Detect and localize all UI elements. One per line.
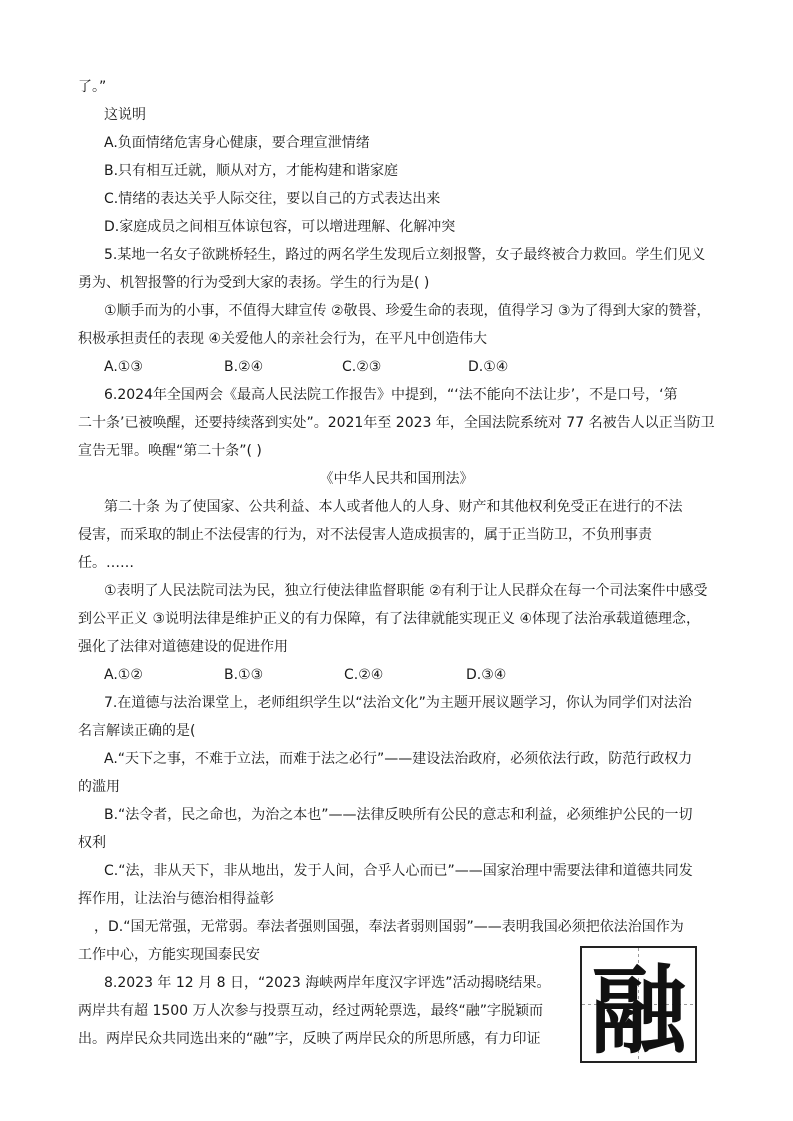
option-c: 挥作用，让法治与德治相得益彰	[78, 891, 274, 907]
choice-c: C.②③	[342, 359, 382, 375]
seal-character: 融	[590, 955, 687, 1061]
question-8-stem: 两岸共有超 1500 万人次参与投票互动，经过两轮票选，最终“融”字脱颖而	[78, 1003, 544, 1019]
question-8-stem: 出。两岸民众共同选出来的“融”字，反映了两岸民众的所思所感，有力印证	[78, 1031, 541, 1047]
question-6-stem: 二十条’已被唤醒，还要持续落到实处”。2021年至 2023 年，全国法院系统对 77 名被告人以正当防卫	[78, 415, 715, 431]
text-line: 了。”	[78, 79, 107, 95]
question-5-statements: 积极承担责任的表现 ④关爱他人的亲社会行为，在平凡中创造伟大	[78, 331, 487, 347]
question-5-options	[104, 358, 548, 376]
question-6-stem: 6.2024年全国两会《最高人民法院工作报告》中提到，“‘法不能向不法让步’，不是口号，‘第	[104, 387, 678, 403]
law-text: 第二十条 为了使国家、公共利益、本人或者他人的人身、财产和其他权利免受正在进行的不法	[104, 499, 683, 515]
choice-d: D.③④	[466, 667, 507, 683]
choice-b: B.②④	[224, 359, 264, 375]
calligraphy-grid-icon	[582, 948, 695, 1061]
choice-c: C.②④	[344, 667, 384, 683]
question-7-stem: 7.在道德与法治课堂上，老师组织学生以“法治文化”为主题开展议题学习，你认为同学们对法治	[104, 695, 692, 711]
law-text: 任。……	[78, 555, 134, 571]
question-6-statements: 强化了法律对道德建设的促进作用	[78, 639, 288, 655]
text-line: 这说明	[104, 107, 146, 123]
question-7-stem: 名言解读正确的是(	[78, 723, 196, 739]
question-6-stem: 宣告无罪。唤醒“第二十条”( )	[78, 443, 262, 459]
option-b: 权利	[78, 835, 106, 851]
option-a: 的滥用	[78, 779, 120, 795]
question-6-statements: 到公平正义 ③说明法律是维护正义的有力保障，有了法律就能实现正义 ④体现了法治承载道德理念，	[78, 611, 700, 627]
law-text: 侵害，而采取的制止不法侵害的行为，对不法侵害人造成损害的，属于正当防卫，不负刑事责	[78, 527, 652, 543]
option-a: A.负面情绪危害身心健康，要合理宣泄情绪	[104, 135, 370, 151]
choice-a: A.①③	[104, 359, 143, 375]
choice-b: B.①③	[224, 667, 264, 683]
choice-d: D.①④	[468, 359, 509, 375]
option-c: C.“法，非从天下，非从地出，发于人间，合乎人心而已”——国家治理中需要法律和道德共同发	[104, 863, 693, 879]
option-a: A.“天下之事，不难于立法，而难于法之必行”——建设法治政府，必须依法行政，防范行政权力	[104, 751, 693, 767]
option-d: ，D.“国无常强，无常弱。奉法者强则国强，奉法者弱则国弱”——表明我国必须把依法治国作为	[94, 919, 684, 935]
question-5-stem: 5.某地一名女子欲跳桥轻生，路过的两名学生发现后立刻报警，女子最终被合力救回。学生们见义	[104, 247, 706, 263]
option-d: D.家庭成员之间相互体谅包容，可以增进理解、化解冲突	[104, 219, 456, 235]
option-d: 工作中心，方能实现国泰民安	[78, 947, 260, 963]
law-title: 《中华人民共和国刑法》	[319, 471, 474, 487]
question-6-statements: ①表明了人民法院司法为民，独立行使法律监督职能 ②有利于让人民群众在每一个司法案件中感受	[104, 583, 708, 599]
question-5-statements: ①顺手而为的小事，不值得大肆宣传 ②敬畏、珍爱生命的表现，值得学习 ③为了得到大家的赞誉，	[104, 303, 711, 319]
option-b: B.“法令者，民之命也，为治之本也”——法律反映所有公民的意志和利益，必须维护公民的一切	[104, 807, 693, 823]
rong-character-image	[580, 946, 697, 1063]
question-6-options	[104, 666, 546, 684]
question-5-stem: 勇为、机智报警的行为受到大家的表扬。学生的行为是( )	[78, 275, 430, 291]
choice-a: A.①②	[104, 667, 143, 683]
option-c: C.情绪的表达关乎人际交往，要以自己的方式表达出来	[104, 191, 441, 207]
question-8-stem: 8.2023 年 12 月 8 日，“2023 海峡两岸年度汉字评选”活动揭晓结果。	[104, 975, 551, 991]
option-b: B.只有相互迁就，顺从对方，才能构建和谐家庭	[104, 163, 399, 179]
